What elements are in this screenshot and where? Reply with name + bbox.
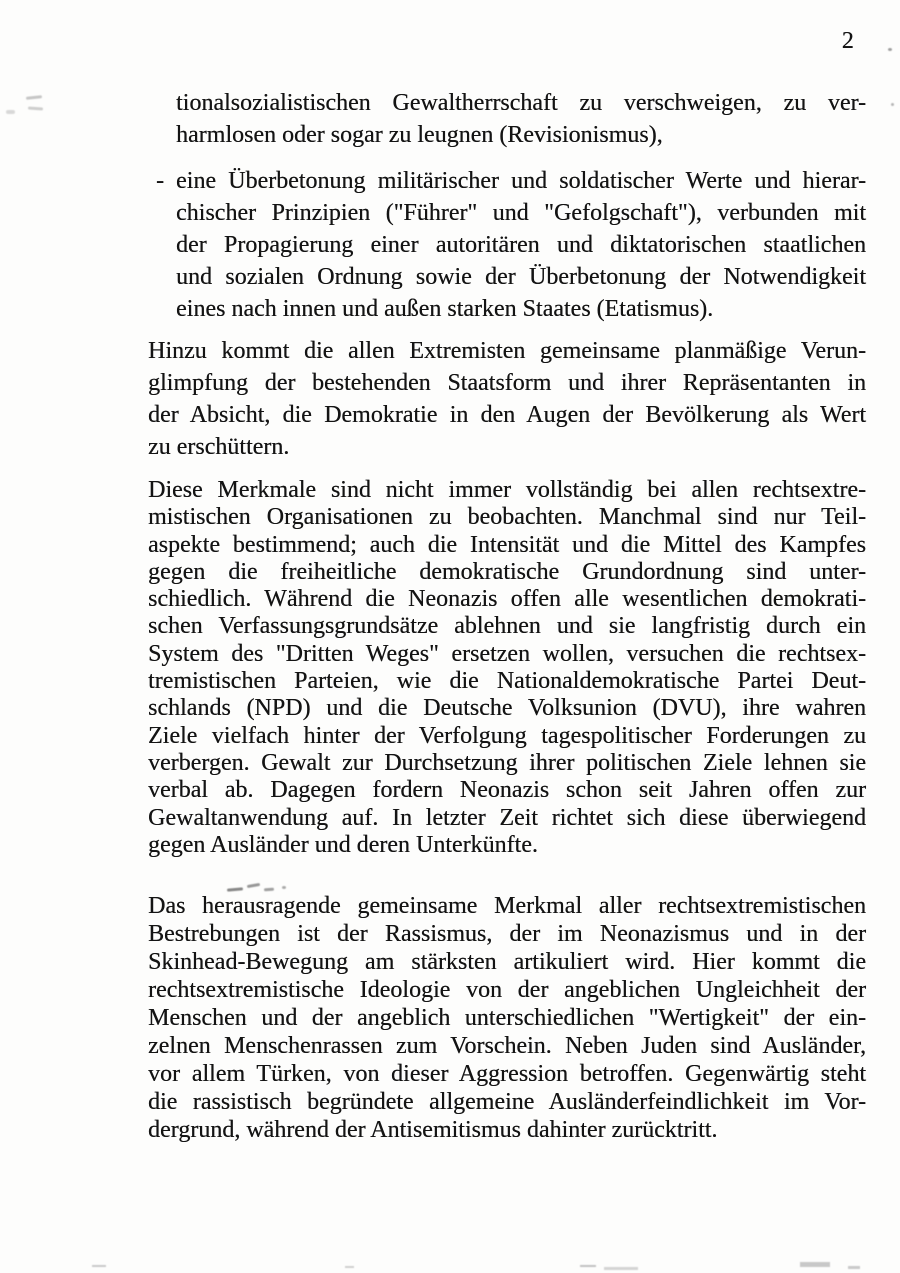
text-line: verbergen. Gewalt zur Durchsetzung ihrer politischen Ziele lehnen sie <box>148 749 866 776</box>
scan-artifact-scribble <box>247 883 260 888</box>
text-line: tremistischen Parteien, wie die Nationaldemokratische Partei Deut- <box>148 668 866 695</box>
text-line: Gewaltanwendung auf. In letzter Zeit richtet sich diese überwiegend <box>148 804 866 831</box>
text-line: gegen die freiheitliche demokratische Grundordnung sind unter- <box>148 558 866 585</box>
scan-artifact-scribble <box>282 886 286 889</box>
text-line: zelnen Menschenrassen zum Vorschein. Neben Juden sind Ausländer, <box>148 1033 866 1059</box>
scan-artifact-right-dot <box>888 48 892 51</box>
scan-artifact-bottom-speckle <box>800 1262 830 1267</box>
text-line: Diese Merkmale sind nicht immer vollständig bei allen rechtsextre- <box>148 477 866 503</box>
scan-artifact-bottom-speckle <box>848 1266 860 1269</box>
text-line: rechtsextremistische Ideologie von der angeblichen Ungleichheit der <box>148 977 866 1003</box>
text-line: verbal ab. Dagegen fordern Neonazis schon seit Jahren offen zur <box>148 777 866 804</box>
text-line: Menschen und der angeblich unterschiedlichen "Wertigkeit" der ein- <box>148 1005 866 1031</box>
text-line: gegen Ausländer und deren Unterkünfte. <box>148 831 538 858</box>
text-line: tionalsozialistischen Gewaltherrschaft zu verschweigen, zu ver- <box>176 90 866 116</box>
scan-artifact-left-smudge <box>6 110 15 114</box>
paragraph-list-item-continuation <box>176 87 866 151</box>
text-line: glimpfung der bestehenden Staatsform und ihrer Repräsentanten in <box>148 370 866 396</box>
text-line: der Absicht, die Demokratie in den Augen der Bevölkerung als Wert <box>148 402 866 428</box>
text-line: eine Überbetonung militärischer und soldatischer Werte und hierar- <box>176 168 866 194</box>
paragraph-list-item <box>156 165 866 325</box>
text-line: zu erschüttern. <box>148 434 290 460</box>
text-line: Bestrebungen ist der Rassismus, der im Neonazismus und in der <box>148 921 866 947</box>
text-line: harmlosen oder sogar zu leugnen (Revisionismus), <box>176 122 663 148</box>
text-line: vor allem Türken, von dieser Aggression betroffen. Gegenwärtig steht <box>148 1061 866 1087</box>
page-number: 2 <box>841 28 855 54</box>
scan-artifact-bottom-speckle <box>604 1267 638 1270</box>
scan-artifact-left-smudge <box>28 106 43 110</box>
text-line: System des "Dritten Weges" ersetzen wollen, versuchen die rechtsex- <box>148 640 866 667</box>
text-line: schlands (NPD) und die Deutsche Volksunion (DVU), ihre wahren <box>148 695 866 722</box>
paragraph-body <box>148 892 866 1144</box>
text-line: eines nach innen und außen starken Staates (Etatismus). <box>176 296 714 322</box>
text-line: und sozialen Ordnung sowie der Überbetonung der Notwendigkeit <box>176 264 866 290</box>
scan-artifact-bottom-speckle <box>92 1265 106 1267</box>
text-line: chischer Prinzipien ("Führer" und "Gefolgschaft"), verbunden mit <box>176 200 866 226</box>
text-line: mistischen Organisationen zu beobachten. Manchmal sind nur Teil- <box>148 504 866 531</box>
text-line: Hinzu kommt die allen Extremisten gemeinsame planmäßige Verun- <box>148 338 866 364</box>
list-bullet-dash: - <box>156 168 164 194</box>
scan-artifact-bottom-speckle <box>580 1265 596 1267</box>
text-line: schiedlich. Während die Neonazis offen alle wesentlichen demokrati- <box>148 586 866 613</box>
paragraph-body <box>148 477 866 859</box>
paragraph-body <box>148 335 866 463</box>
text-line: der Propagierung einer autoritären und diktatorischen staatlichen <box>176 232 866 258</box>
scan-artifact-scribble <box>264 888 274 892</box>
scan-artifact-bottom-speckle <box>345 1266 354 1268</box>
text-line: Skinhead-Bewegung am stärksten artikuliert wird. Hier kommt die <box>148 949 866 975</box>
text-line: schen Verfassungsgrundsätze ablehnen und sie langfristig durch ein <box>148 613 866 640</box>
text-line: dergrund, während der Antisemitismus dahinter zurücktritt. <box>148 1117 718 1143</box>
scan-artifact-left-smudge <box>26 95 42 100</box>
text-line: aspekte bestimmend; auch die Intensität und die Mittel des Kampfes <box>148 531 866 558</box>
scan-artifact-right-dot <box>891 103 894 106</box>
text-line: die rassistisch begründete allgemeine Ausländerfeindlichkeit im Vor- <box>148 1089 866 1115</box>
text-line: Das herausragende gemeinsame Merkmal aller rechtsextremistischen <box>148 893 866 919</box>
text-line: Ziele vielfach hinter der Verfolgung tagespolitischer Forderungen zu <box>148 722 866 749</box>
